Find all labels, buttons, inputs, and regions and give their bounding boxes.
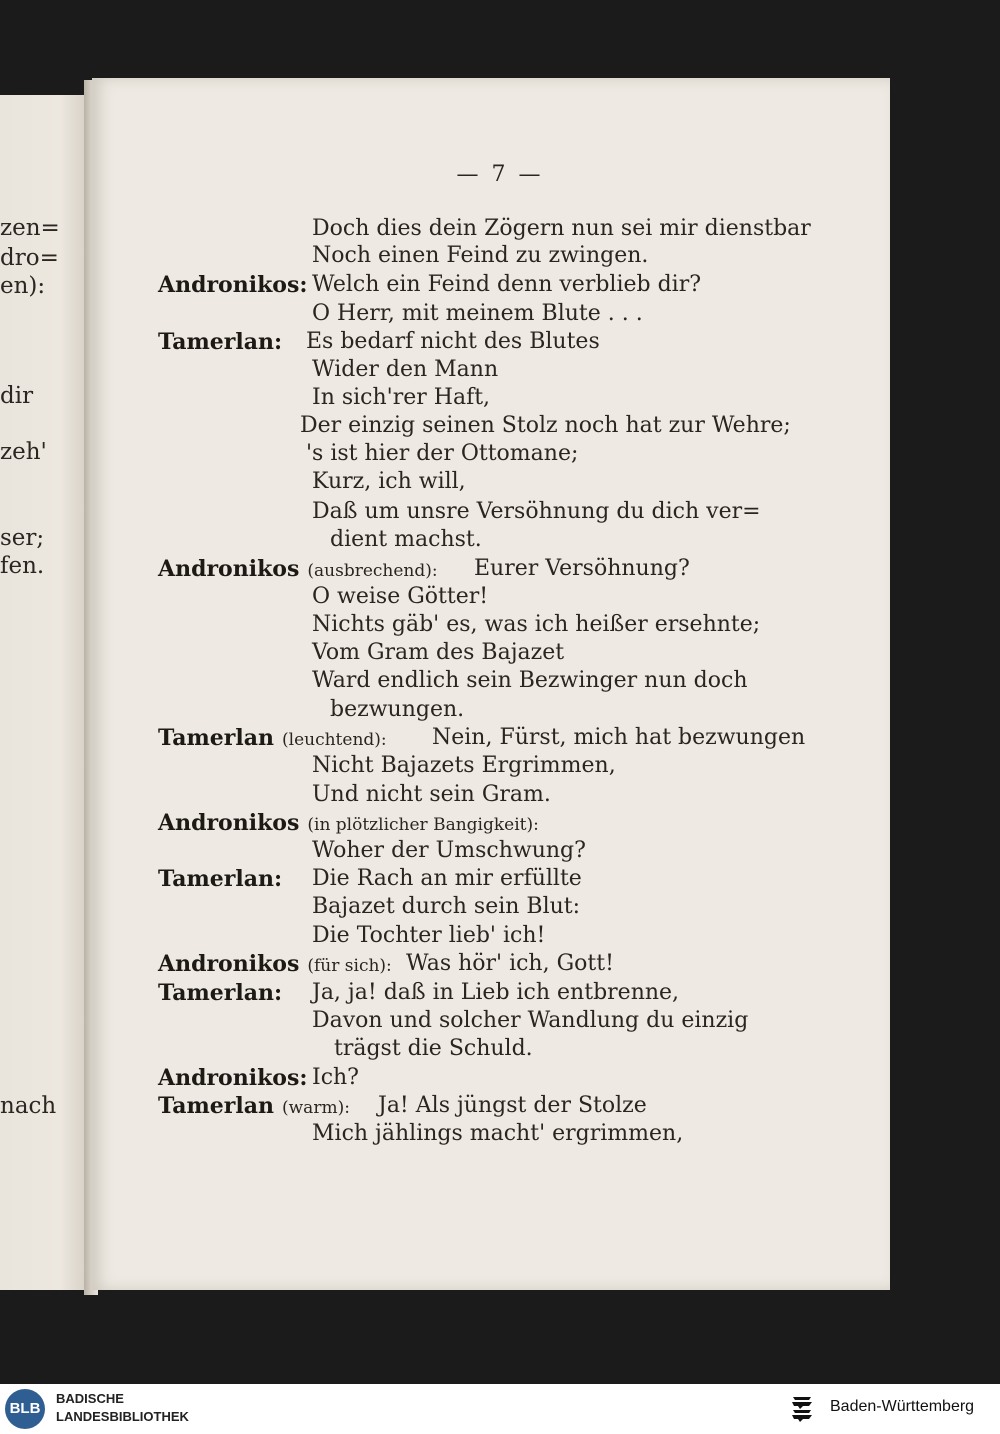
- dialogue-line: Die Rach an mir erfüllte: [312, 866, 582, 891]
- dialogue-line: Ward endlich sein Bezwinger nun doch: [312, 668, 748, 693]
- speaker-name: [158, 809, 539, 839]
- speaker-name: [158, 865, 282, 893]
- state-name[interactable]: Baden-Württemberg: [830, 1398, 975, 1415]
- dialogue-line: Vom Gram des Bajazet: [312, 640, 565, 665]
- left-page-fragment: ser;: [0, 525, 45, 551]
- dialogue-line: Was hör' ich, Gott!: [406, 951, 614, 976]
- dialogue-line: O Herr, mit meinem Blute . . .: [312, 301, 643, 326]
- dialogue-line: bezwungen.: [330, 697, 465, 722]
- dialogue-line: Wider den Mann: [312, 357, 499, 382]
- dialogue-line: Nicht Bajazets Ergrimmen,: [312, 753, 616, 778]
- speaker-label: Tamerlan: [158, 725, 274, 751]
- speaker-name: [158, 950, 392, 980]
- blb-logo[interactable]: BLB: [5, 1389, 45, 1429]
- speaker-name: [158, 1064, 308, 1092]
- left-page-fragment: nach: [0, 1093, 57, 1119]
- speaker-name: [158, 1092, 350, 1122]
- left-page-fragment: fen.: [0, 553, 45, 579]
- left-page-fragment: zen=: [0, 215, 60, 241]
- left-page-fragment: dir: [0, 383, 34, 409]
- dialogue-line: Woher der Umschwung?: [312, 838, 586, 863]
- dialogue-line: Kurz, ich will,: [312, 469, 466, 494]
- library-name: [56, 1390, 189, 1426]
- speaker-label: Tamerlan:: [158, 980, 283, 1006]
- speaker-label: Andronikos:: [158, 272, 308, 298]
- speaker-label: Andronikos:: [158, 1065, 308, 1091]
- speaker-label: Andronikos: [158, 951, 300, 977]
- dialogue-line: Welch ein Feind denn verblieb dir?: [312, 272, 702, 297]
- stage-direction: (warm):: [282, 1098, 350, 1118]
- dialogue-line: Mich jählings macht' ergrimmen,: [312, 1121, 684, 1146]
- dialogue-line: Daß um unsre Versöhnung du dich ver=: [312, 499, 761, 524]
- dialogue-line: Es bedarf nicht des Blutes: [306, 329, 600, 354]
- dialogue-line: Nichts gäb' es, was ich heißer ersehnte;: [312, 612, 761, 637]
- library-name-line-2: LANDESBIBLIOTHEK: [56, 1409, 189, 1424]
- stage-direction: (leuchtend):: [282, 730, 387, 750]
- speaker-label: Andronikos: [158, 810, 300, 836]
- dialogue-line: Und nicht sein Gram.: [312, 782, 551, 807]
- dialogue-line: Davon und solcher Wandlung du einzig: [312, 1008, 749, 1033]
- speaker-label: Tamerlan: [158, 1093, 274, 1119]
- speaker-label: Tamerlan:: [158, 329, 283, 355]
- dialogue-line: In sich'rer Haft,: [312, 385, 491, 410]
- left-page-fragment: zeh': [0, 439, 47, 465]
- dialogue-line: Der einzig seinen Stolz noch hat zur Wehre;: [300, 413, 791, 438]
- footer-bar: [0, 1384, 1000, 1434]
- dialogue-line: Ja, ja! daß in Lieb ich entbrenne,: [312, 980, 680, 1005]
- dialogue-line: Nein, Fürst, mich hat bezwungen: [432, 725, 806, 750]
- left-page-edge: [0, 95, 86, 1290]
- dialogue-line: Eurer Versöhnung?: [474, 556, 690, 581]
- speaker-name: [158, 724, 387, 754]
- speaker-name: [158, 271, 308, 299]
- dialogue-line: Die Tochter lieb' ich!: [312, 923, 546, 948]
- library-name-line-1: BADISCHE: [56, 1391, 124, 1406]
- speaker-label: Andronikos: [158, 556, 300, 582]
- speaker-label: Tamerlan:: [158, 866, 283, 892]
- dialogue-line: Bajazet durch sein Blut:: [312, 894, 581, 919]
- left-page-fragment: en):: [0, 273, 46, 299]
- lions-crest-icon: [790, 1393, 818, 1425]
- stage-direction: (für sich):: [307, 956, 392, 976]
- dialogue-line: Doch dies dein Zögern nun sei mir dienstbar: [312, 216, 811, 241]
- page-number: — 7 —: [456, 162, 544, 187]
- speaker-name: [158, 328, 282, 356]
- stage-direction: (ausbrechend):: [307, 561, 438, 581]
- left-page-fragment: dro=: [0, 245, 59, 271]
- speaker-name: [158, 979, 282, 1007]
- dialogue-line: trägst die Schuld.: [334, 1036, 533, 1061]
- dialogue-line: O weise Götter!: [312, 584, 489, 609]
- dialogue-line: 's ist hier der Ottomane;: [306, 441, 579, 466]
- stage-direction: (in plötzlicher Bangigkeit):: [307, 815, 539, 835]
- dialogue-line: Ich?: [312, 1065, 359, 1090]
- dialogue-line: Noch einen Feind zu zwingen.: [312, 243, 649, 268]
- speaker-name: [158, 555, 438, 585]
- dialogue-line: dient machst.: [330, 527, 482, 552]
- dialogue-line: Ja! Als jüngst der Stolze: [378, 1093, 647, 1118]
